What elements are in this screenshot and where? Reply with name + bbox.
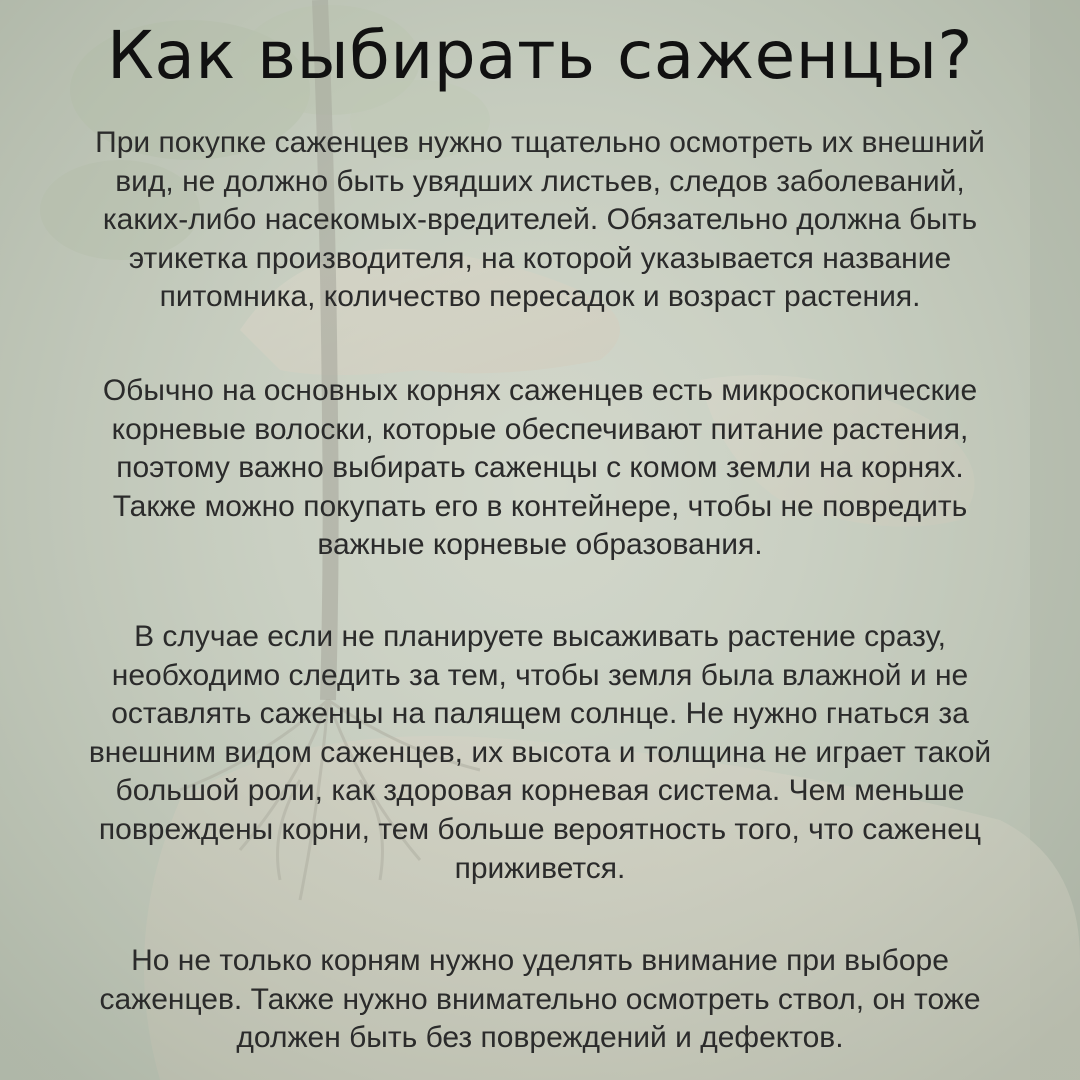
text-line: При покупке саженцев нужно тщательно осмотреть их внешний: [95, 126, 985, 159]
text-line: В случае если не планируете высаживать растение сразу,: [134, 620, 946, 653]
paragraph-inspection: [18, 124, 1062, 317]
paragraph-trunk: [18, 942, 1062, 1058]
text-line: поэтому важно выбирать саженцы с комом земли на корнях.: [116, 451, 964, 485]
text-line: саженцев. Также нужно внимательно осмотреть ствол, он тоже: [99, 982, 981, 1016]
text-line: необходимо следить за тем, чтобы земля была влажной и не: [111, 658, 969, 692]
page-title: Как выбирать саженцы?: [107, 17, 973, 94]
text-line: приживется.: [454, 851, 626, 885]
text-line: важные корневые образования.: [317, 528, 763, 562]
text-line: большой роли, как здоровая корневая система. Чем меньше: [115, 774, 965, 808]
text-line: каких-либо насекомых-вредителей. Обязательно должна быть: [102, 203, 978, 237]
text-line: Обычно на основных корнях саженцев есть микроскопические: [102, 374, 978, 407]
text-line: корневые волоски, которые обеспечивают питание растения,: [111, 412, 969, 446]
text-line: оставлять саженцы на палящем солнце. Не нужно гнаться за: [111, 697, 969, 731]
text-line: Также можно покупать его в контейнере, чтобы не повредить: [112, 489, 968, 523]
text-line: питомника, количество пересадок и возраст растения.: [159, 280, 921, 314]
paragraph-planting: [18, 618, 1062, 888]
text-line: повреждены корни, тем больше вероятность того, что саженец: [98, 812, 982, 846]
text-line: должен быть без повреждений и дефектов.: [236, 1021, 844, 1055]
text-line: Но не только корням нужно уделять внимание при выборе: [131, 944, 949, 977]
text-line: вид, не должно быть увядших листьев, следов заболеваний,: [115, 164, 965, 198]
paragraph-roots: [18, 372, 1062, 565]
text-line: внешним видом саженцев, их высота и толщина не играет такой: [88, 735, 992, 769]
text-line: этикетка производителя, на которой указывается название: [128, 241, 952, 275]
